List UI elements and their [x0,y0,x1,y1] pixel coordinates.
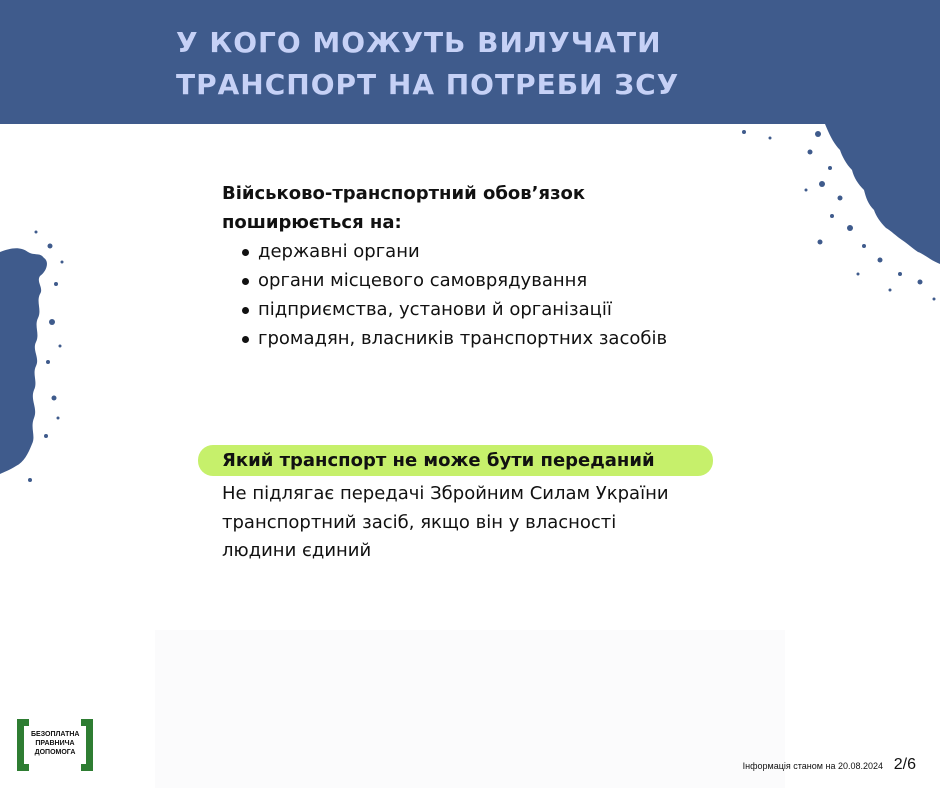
bullet-icon [242,336,249,343]
footer-date-note: Інформація станом на 20.08.2024 [742,761,883,771]
exception-body-line-3: людини єдиний [222,540,372,561]
header-banner [0,0,940,124]
exception-body-line-2: транспортний засіб, якщо він у власності [222,511,617,533]
obligation-heading-line-1: Військово-транспортний обов’язок [222,183,586,204]
list-item [222,324,742,353]
obligation-list [222,237,742,353]
title-line-1: У КОГО МОЖУТЬ ВИЛУЧАТИ [176,26,662,59]
list-item [222,237,742,266]
list-item [222,266,742,295]
obligation-heading-line-2: поширюється на: [222,212,402,233]
page-title [176,22,679,106]
title-line-2: ТРАНСПОРТ НА ПОТРЕБИ ЗСУ [176,68,680,101]
bullet-icon [242,307,249,314]
logo-line-1: БЕЗОПЛАТНА [31,731,80,738]
background-panel [155,630,785,788]
list-item-text: державні органи [258,241,420,262]
logo-line-2: ПРАВНИЧА [35,740,75,747]
logo-line-3: ДОПОМОГА [34,749,76,756]
bullet-icon [242,278,249,285]
list-item-text: громадян, власників транспортних засобів [258,328,668,349]
logo-left-bracket [17,719,29,771]
exception-body [222,480,742,566]
page-indicator: 2/6 [893,756,916,773]
list-item [222,295,742,324]
exception-heading: Який транспорт не може бути переданий [222,450,655,471]
obligation-section [222,179,742,353]
logo-text [31,730,79,757]
paint-splatter-top-right [730,124,940,324]
paint-splatter-left [0,222,72,500]
exception-body-line-1: Не підлягає передачі Збройним Силам України [222,483,669,504]
obligation-heading [222,179,742,237]
list-item-text: підприємства, установи й організації [258,299,612,320]
logo-right-bracket [81,719,93,771]
bullet-icon [242,249,249,256]
list-item-text: органи місцевого самоврядування [258,270,588,291]
logo [17,719,93,771]
